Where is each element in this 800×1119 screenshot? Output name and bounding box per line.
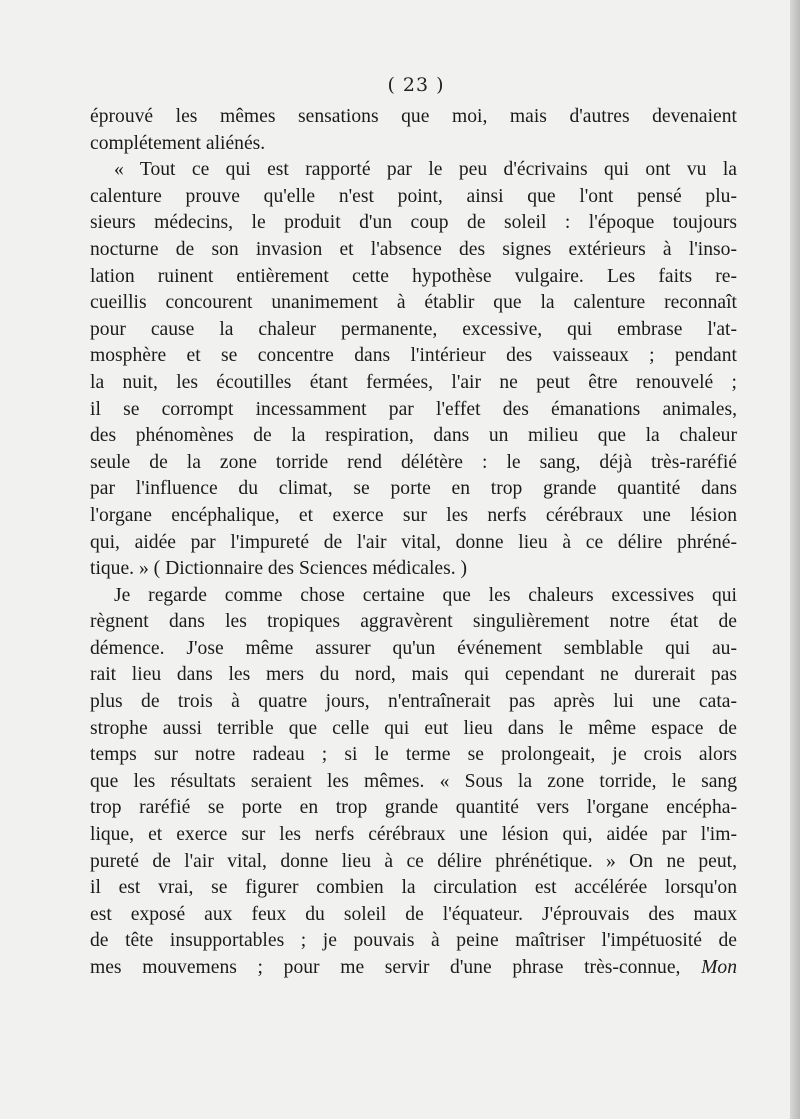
text-line: mosphère et se concentre dans l'intérieur des vaisseaux ; pendant bbox=[90, 345, 737, 367]
text-line: des phénomènes de la respiration, dans un milieu que la chaleur bbox=[90, 425, 737, 447]
text-line: que les résultats seraient les mêmes. « Sous la zone torride, le sang bbox=[90, 770, 737, 792]
text-line: Je regarde comme chose certaine que les chaleurs excessives qui bbox=[114, 584, 737, 606]
text-line: démence. J'ose même assurer qu'un événement semblable qui au- bbox=[90, 637, 737, 659]
text-line: plus de trois à quatre jours, n'entraînerait pas après lui une cata- bbox=[90, 691, 737, 713]
text-line: lique, et exerce sur les nerfs cérébraux une lésion qui, aidée par l'im- bbox=[90, 824, 737, 846]
text-line-body: mes mouvemens ; pour me servir d'une phrase très-connue, bbox=[90, 957, 681, 978]
text-line: lation ruinent entièrement cette hypothèse vulgaire. Les faits re- bbox=[90, 265, 737, 287]
page-number: ( 23 ) bbox=[387, 74, 445, 96]
text-line: pureté de l'air vital, donne lieu à ce délire phrénétique. » On ne peut, bbox=[90, 850, 737, 872]
text-line: cueillis concourent unanimement à établir que la calenture reconnaît bbox=[90, 292, 737, 314]
text-line: de tête insupportables ; je pouvais à peine maîtriser l'impétuosité de bbox=[90, 930, 737, 952]
text-line: temps sur notre radeau ; si le terme se prolongeait, je crois alors bbox=[90, 744, 737, 766]
body-text bbox=[90, 104, 737, 982]
text-line: sieurs médecins, le produit d'un coup de soleil : l'époque toujours bbox=[90, 212, 737, 234]
text-line: la nuit, les écoutilles étant fermées, l'air ne peut être renouvelé ; bbox=[90, 371, 737, 393]
text-line: pour cause la chaleur permanente, excessive, qui embrase l'at- bbox=[90, 318, 737, 340]
text-line: nocturne de son invasion et l'absence des signes extérieurs à l'inso- bbox=[90, 238, 737, 260]
text-line: qui, aidée par l'impureté de l'air vital, donne lieu à ce délire phréné- bbox=[90, 531, 737, 553]
italic-word: Mon bbox=[701, 957, 737, 978]
text-line: il est vrai, se figurer combien la circulation est accélérée lorsqu'on bbox=[90, 877, 737, 899]
text-line: règnent dans les tropiques aggravèrent singulièrement notre état de bbox=[90, 611, 737, 633]
text-line: tique. » ( Dictionnaire des Sciences médicales. ) bbox=[90, 558, 468, 580]
text-line: trop raréfié se porte en trop grande quantité vers l'organe encépha- bbox=[90, 797, 737, 819]
text-line: strophe aussi terrible que celle qui eut lieu dans le même espace de bbox=[90, 717, 737, 739]
text-line: « Tout ce qui est rapporté par le peu d'écrivains qui ont vu la bbox=[114, 159, 737, 181]
page-edge bbox=[790, 0, 800, 1119]
text-line: rait lieu dans les mers du nord, mais qui cependant ne durerait pas bbox=[90, 664, 737, 686]
text-line: éprouvé les mêmes sensations que moi, mais d'autres devenaient bbox=[90, 106, 737, 127]
text-line: calenture prouve qu'elle n'est point, ainsi que l'ont pensé plu- bbox=[90, 185, 737, 207]
text-line: seule de la zone torride rend délétère : le sang, déjà très-raréfié bbox=[90, 451, 737, 473]
text-line: est exposé aux feux du soleil de l'équateur. J'éprouvais des maux bbox=[90, 903, 737, 925]
text-line: par l'influence du climat, se porte en trop grande quantité dans bbox=[90, 478, 737, 500]
text-line: complétement aliénés. bbox=[90, 132, 266, 154]
text-line: il se corrompt incessamment par l'effet des émanations animales, bbox=[90, 398, 737, 420]
text-line bbox=[90, 955, 737, 982]
text-line: l'organe encéphalique, et exerce sur les nerfs cérébraux une lésion bbox=[90, 504, 737, 526]
